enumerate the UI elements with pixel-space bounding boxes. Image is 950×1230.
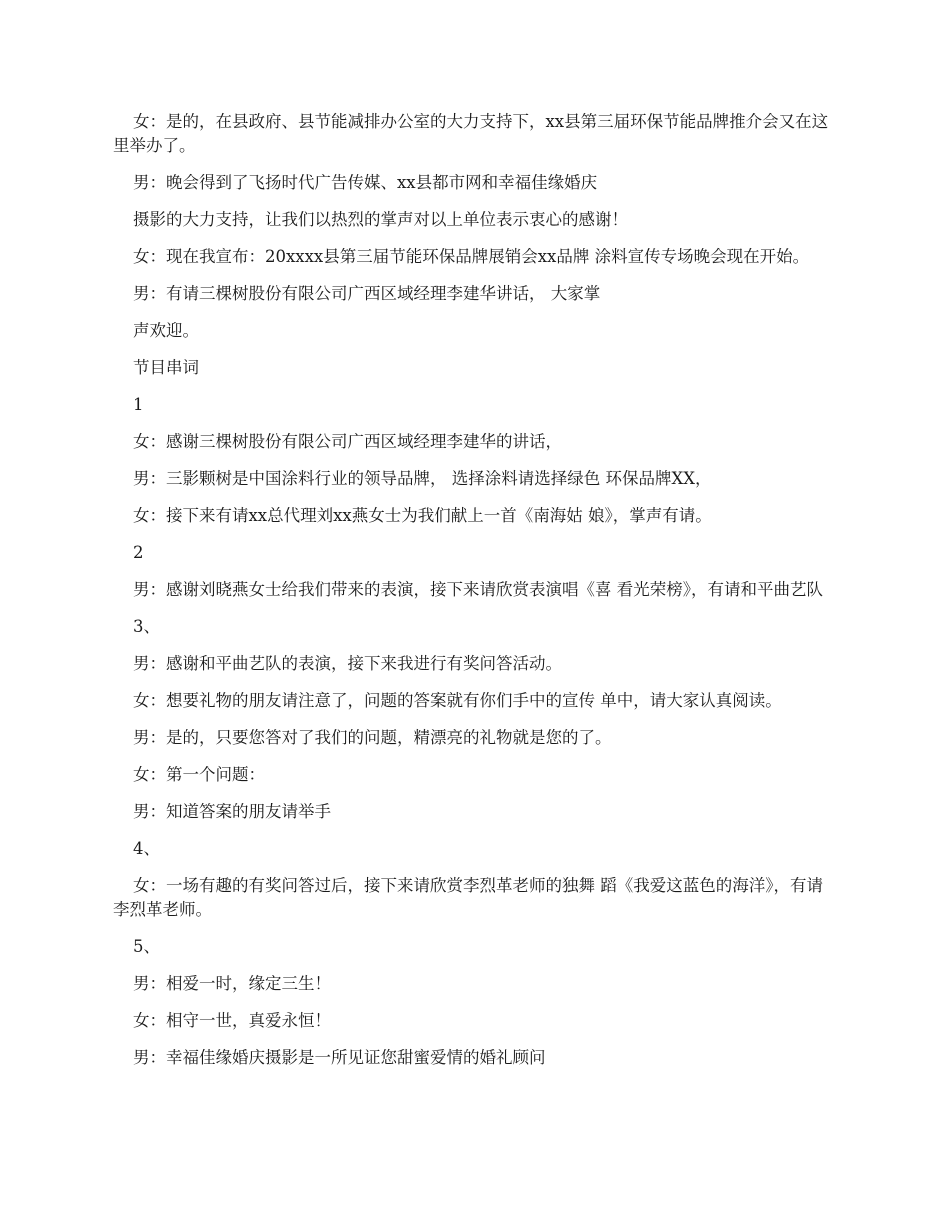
paragraph: 摄影的大力支持，让我们以热烈的掌声对以上单位表示衷心的感谢！ (133, 210, 628, 229)
paragraph: 声欢迎。 (133, 321, 199, 340)
paragraph: 男：知道答案的朋友请举手 (133, 802, 331, 821)
paragraph: 男：晚会得到了飞扬时代广告传媒、xx县都市网和幸福佳缘婚庆 (133, 173, 598, 192)
paragraph: 女：接下来有请xx总代理刘xx燕女士为我们献上一首《南海姑 娘》，掌声有请。 (133, 506, 712, 525)
paragraph: 男：是的，只要您答对了我们的问题，精漂亮的礼物就是您的了。 (133, 728, 612, 747)
paragraph: 男：相爱一时，缘定三生！ (133, 974, 331, 993)
section-number: 1 (133, 395, 144, 414)
section-number: 5、 (133, 937, 160, 956)
paragraph: 男：感谢和平曲艺队的表演，接下来我进行有奖问答活动。 (133, 654, 562, 673)
paragraph: 女：相守一世，真爱永恒！ (133, 1011, 331, 1030)
paragraph: 男：三影颗树是中国涂料行业的领导品牌， 选择涂料请选择绿色 环保品牌XX， (133, 469, 712, 488)
section-number: 3、 (133, 617, 160, 636)
paragraph: 男：感谢刘晓燕女士给我们带来的表演，接下来请欣赏表演唱《喜 看光荣榜》，有请和平曲艺队 (133, 580, 823, 599)
section-heading: 节目串词 (133, 358, 199, 377)
document-body (113, 110, 838, 1083)
paragraph: 女：想要礼物的朋友请注意了，问题的答案就有你们手中的宣传 单中，请大家认真阅读。 (133, 691, 782, 710)
paragraph: 女：感谢三棵树股份有限公司广西区域经理李建华的讲话， (133, 432, 562, 451)
paragraph: 男：有请三棵树股份有限公司广西区域经理李建华讲话， 大家掌 (133, 284, 601, 303)
section-number: 2 (133, 543, 144, 562)
paragraph: 男：幸福佳缘婚庆摄影是一所见证您甜蜜爱情的婚礼顾问 (133, 1048, 546, 1067)
paragraph: 女：一场有趣的有奖问答过后，接下来请欣赏李烈革老师的独舞 蹈《我爱这蓝色的海洋》，有请李烈革老师。 (113, 876, 823, 919)
paragraph: 女：现在我宣布：20xxxx县第三届节能环保品牌展销会xx品牌 涂料宣传专场晚会现在开始。 (133, 247, 810, 266)
paragraph: 女：第一个问题： (133, 765, 265, 784)
section-number: 4、 (133, 839, 160, 858)
paragraph: 女：是的，在县政府、县节能减排办公室的大力支持下，xx县第三届环保节能品牌推介会又在这里举办了。 (113, 112, 829, 155)
